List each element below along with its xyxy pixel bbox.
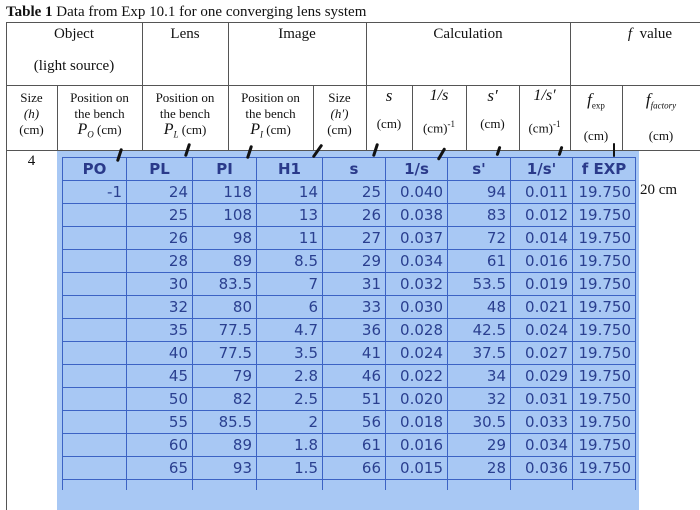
unit: (cm) bbox=[480, 116, 505, 131]
symbol: P bbox=[77, 121, 88, 138]
cell-s: 41 bbox=[323, 342, 386, 365]
cell-f-exp: 19.750 bbox=[573, 273, 636, 296]
tick-mark-icon bbox=[613, 143, 615, 157]
cell-pi: 89 bbox=[193, 434, 257, 457]
cell-pi: 118 bbox=[193, 181, 257, 204]
label: the bench bbox=[245, 106, 296, 121]
group-header-object: Object bbox=[54, 26, 94, 42]
cell-pi: 80 bbox=[193, 296, 257, 319]
group-header-object-sub: (light source) bbox=[33, 58, 115, 74]
cell-po bbox=[63, 365, 127, 388]
unit: (cm) bbox=[648, 127, 674, 143]
cell-pi: 93 bbox=[193, 457, 257, 480]
label: Size bbox=[328, 90, 351, 105]
unit: (cm) bbox=[266, 122, 291, 137]
subheader-f-factory bbox=[622, 92, 700, 144]
divider bbox=[6, 22, 700, 23]
symbol: f bbox=[587, 90, 592, 109]
cell-h1: 3.5 bbox=[257, 342, 323, 365]
cell-s: 66 bbox=[323, 457, 386, 480]
cell-s-prime: 53.5 bbox=[448, 273, 511, 296]
cell-inv-s: 0.015 bbox=[386, 457, 448, 480]
cell-h1: 7 bbox=[257, 273, 323, 296]
symbol: 1/s bbox=[429, 87, 449, 104]
exponent: -1 bbox=[553, 119, 561, 129]
unit: (cm) bbox=[376, 116, 402, 131]
cell-inv-s: 0.034 bbox=[386, 250, 448, 273]
group-header-calculation: Calculation bbox=[433, 26, 503, 42]
cell-po bbox=[63, 434, 127, 457]
label: (h′) bbox=[330, 106, 349, 121]
cell-s-prime: 94 bbox=[448, 181, 511, 204]
cell-s-prime: 42.5 bbox=[448, 319, 511, 342]
subscript: exp bbox=[591, 100, 605, 111]
col-header-h1: H1 bbox=[257, 158, 323, 181]
cell-h1: 6 bbox=[257, 296, 323, 319]
label: (cm) bbox=[19, 122, 44, 137]
cell-inv-s-prime: 0.012 bbox=[511, 204, 573, 227]
symbol: s′ bbox=[487, 86, 498, 105]
cell-pl: 50 bbox=[127, 388, 193, 411]
cell-inv-s: 0.030 bbox=[386, 296, 448, 319]
cell-f-exp: 19.750 bbox=[573, 411, 636, 434]
cell-inv-s-prime: 0.029 bbox=[511, 365, 573, 388]
caption-label: Table 1 bbox=[6, 4, 53, 20]
unit: (cm) bbox=[96, 122, 122, 137]
cell-s: 25 bbox=[323, 181, 386, 204]
col-header-s: s bbox=[323, 158, 386, 181]
cell-pl: 45 bbox=[127, 365, 193, 388]
table-row bbox=[63, 388, 636, 411]
unit: (cm) bbox=[528, 120, 554, 136]
empty-cell bbox=[386, 480, 448, 491]
col-header-pi: PI bbox=[193, 158, 257, 181]
spreadsheet-body bbox=[63, 181, 636, 491]
cell-pl: 65 bbox=[127, 457, 193, 480]
cell-po bbox=[63, 388, 127, 411]
cell-f-exp: 19.750 bbox=[573, 250, 636, 273]
cell-s-prime: 30.5 bbox=[448, 411, 511, 434]
f-value-label: value bbox=[639, 26, 673, 42]
cell-inv-s-prime: 0.036 bbox=[511, 457, 573, 480]
cell-s: 56 bbox=[323, 411, 386, 434]
empty-cell bbox=[257, 480, 323, 491]
cell-pl: 35 bbox=[127, 319, 193, 342]
subheader-position-object bbox=[57, 90, 142, 143]
cell-inv-s: 0.038 bbox=[386, 204, 448, 227]
table-row bbox=[63, 181, 636, 204]
col-header-s-prime: s' bbox=[448, 158, 511, 181]
subheader-s-prime bbox=[466, 88, 519, 132]
cell-inv-s-prime: 0.011 bbox=[511, 181, 573, 204]
cell-inv-s-prime: 0.016 bbox=[511, 250, 573, 273]
empty-cell bbox=[323, 480, 386, 491]
cell-po bbox=[63, 457, 127, 480]
cell-f-exp: 19.750 bbox=[573, 227, 636, 250]
cell-f-exp: 19.750 bbox=[573, 296, 636, 319]
cell-s: 29 bbox=[323, 250, 386, 273]
cell-s-prime: 37.5 bbox=[448, 342, 511, 365]
cell-h1: 1.5 bbox=[257, 457, 323, 480]
col-header-f-exp: f EXP bbox=[573, 158, 636, 181]
empty-cell bbox=[511, 480, 573, 491]
table-row bbox=[63, 273, 636, 296]
cell-s-prime: 48 bbox=[448, 296, 511, 319]
subscript: L bbox=[173, 129, 179, 140]
col-header-pl: PL bbox=[127, 158, 193, 181]
table-caption bbox=[6, 4, 366, 21]
table-row bbox=[63, 296, 636, 319]
group-header-image: Image bbox=[278, 26, 316, 42]
cell-pi: 83.5 bbox=[193, 273, 257, 296]
cell-po bbox=[63, 250, 127, 273]
cell-f-exp: 19.750 bbox=[573, 319, 636, 342]
label: the bench bbox=[74, 106, 125, 121]
subscript: factory bbox=[650, 100, 677, 111]
cell-inv-s-prime: 0.027 bbox=[511, 342, 573, 365]
cell-pl: 30 bbox=[127, 273, 193, 296]
subscript: O bbox=[87, 129, 94, 140]
f-factory-value: 20 cm bbox=[640, 182, 678, 198]
col-header-po: PO bbox=[63, 158, 127, 181]
cell-s: 31 bbox=[323, 273, 386, 296]
subheader-inverse-s-prime bbox=[519, 88, 570, 136]
cell-pl: 24 bbox=[127, 181, 193, 204]
cell-s: 27 bbox=[323, 227, 386, 250]
empty-cell bbox=[573, 480, 636, 491]
table-row bbox=[63, 250, 636, 273]
cell-h1: 8.5 bbox=[257, 250, 323, 273]
unit: (cm) bbox=[422, 120, 448, 136]
subheader-s bbox=[366, 88, 412, 132]
label: Position on bbox=[70, 90, 129, 105]
cell-pl: 40 bbox=[127, 342, 193, 365]
cell-f-exp: 19.750 bbox=[573, 457, 636, 480]
spreadsheet-table bbox=[62, 157, 636, 490]
symbol: f bbox=[645, 90, 651, 109]
table-row bbox=[63, 434, 636, 457]
cell-po bbox=[63, 411, 127, 434]
table-row bbox=[63, 342, 636, 365]
subheader-position-image bbox=[228, 90, 313, 143]
cell-pl: 25 bbox=[127, 204, 193, 227]
cell-s: 33 bbox=[323, 296, 386, 319]
label: Size bbox=[20, 90, 43, 105]
cell-pl: 60 bbox=[127, 434, 193, 457]
table-row bbox=[63, 457, 636, 480]
cell-pi: 98 bbox=[193, 227, 257, 250]
subheader-inverse-s bbox=[412, 88, 466, 136]
cell-inv-s-prime: 0.019 bbox=[511, 273, 573, 296]
cell-f-exp: 19.750 bbox=[573, 181, 636, 204]
cell-inv-s: 0.016 bbox=[386, 434, 448, 457]
spreadsheet-header-row bbox=[63, 158, 636, 181]
empty-cell bbox=[63, 480, 127, 491]
cell-po bbox=[63, 227, 127, 250]
cell-inv-s: 0.037 bbox=[386, 227, 448, 250]
subheader-f-exp bbox=[570, 92, 622, 144]
table-row bbox=[63, 227, 636, 250]
cell-inv-s-prime: 0.021 bbox=[511, 296, 573, 319]
symbol: P bbox=[250, 121, 260, 138]
cell-pi: 77.5 bbox=[193, 319, 257, 342]
cell-inv-s: 0.022 bbox=[386, 365, 448, 388]
cell-h1: 13 bbox=[257, 204, 323, 227]
subheader-size-h bbox=[6, 90, 57, 138]
table-row bbox=[63, 319, 636, 342]
empty-cell bbox=[127, 480, 193, 491]
col-header-inv-s: 1/s bbox=[386, 158, 448, 181]
cell-pi: 89 bbox=[193, 250, 257, 273]
cell-s: 46 bbox=[323, 365, 386, 388]
spreadsheet-photo bbox=[57, 151, 639, 510]
cell-s: 36 bbox=[323, 319, 386, 342]
cell-po: -1 bbox=[63, 181, 127, 204]
cell-s-prime: 29 bbox=[448, 434, 511, 457]
cell-inv-s-prime: 0.014 bbox=[511, 227, 573, 250]
cell-h1: 2.8 bbox=[257, 365, 323, 388]
group-header-f-value bbox=[600, 25, 700, 43]
cell-f-exp: 19.750 bbox=[573, 342, 636, 365]
cell-s-prime: 61 bbox=[448, 250, 511, 273]
caption-text: Data from Exp 10.1 for one converging lens system bbox=[52, 4, 367, 20]
subscript: I bbox=[259, 129, 263, 140]
cell-inv-s-prime: 0.031 bbox=[511, 388, 573, 411]
cell-po bbox=[63, 204, 127, 227]
cell-h1: 4.7 bbox=[257, 319, 323, 342]
divider bbox=[6, 85, 700, 86]
cell-inv-s-prime: 0.024 bbox=[511, 319, 573, 342]
cell-inv-s: 0.032 bbox=[386, 273, 448, 296]
cell-f-exp: 19.750 bbox=[573, 434, 636, 457]
cell-s-prime: 28 bbox=[448, 457, 511, 480]
label: (h) bbox=[23, 106, 40, 121]
table-row bbox=[63, 411, 636, 434]
cell-pl: 32 bbox=[127, 296, 193, 319]
empty-cell bbox=[448, 480, 511, 491]
cell-h1: 1.8 bbox=[257, 434, 323, 457]
exponent: -1 bbox=[447, 119, 456, 129]
empty-cell bbox=[193, 480, 257, 491]
cell-inv-s: 0.024 bbox=[386, 342, 448, 365]
cell-h1: 2.5 bbox=[257, 388, 323, 411]
table-row bbox=[63, 365, 636, 388]
subheader-size-h-prime bbox=[313, 90, 366, 138]
symbol: 1/s′ bbox=[533, 87, 556, 104]
cell-inv-s: 0.040 bbox=[386, 181, 448, 204]
table-row bbox=[63, 204, 636, 227]
cell-pi: 77.5 bbox=[193, 342, 257, 365]
cell-pl: 28 bbox=[127, 250, 193, 273]
label: Position on bbox=[155, 90, 215, 105]
symbol: s bbox=[385, 86, 393, 105]
cell-h1: 2 bbox=[257, 411, 323, 434]
f-symbol: f bbox=[627, 26, 633, 42]
cell-s: 26 bbox=[323, 204, 386, 227]
label: the bench bbox=[159, 106, 211, 121]
cell-inv-s-prime: 0.033 bbox=[511, 411, 573, 434]
cell-po bbox=[63, 296, 127, 319]
cell-inv-s-prime: 0.034 bbox=[511, 434, 573, 457]
cell-f-exp: 19.750 bbox=[573, 204, 636, 227]
cell-inv-s: 0.028 bbox=[386, 319, 448, 342]
cell-po bbox=[63, 319, 127, 342]
cell-f-exp: 19.750 bbox=[573, 388, 636, 411]
cell-pi: 108 bbox=[193, 204, 257, 227]
cell-s: 51 bbox=[323, 388, 386, 411]
size-h-value: 4 bbox=[27, 153, 36, 169]
cell-h1: 14 bbox=[257, 181, 323, 204]
cell-pi: 79 bbox=[193, 365, 257, 388]
cell-pl: 55 bbox=[127, 411, 193, 434]
cell-s: 61 bbox=[323, 434, 386, 457]
symbol: P bbox=[163, 121, 174, 138]
unit: (cm) bbox=[583, 127, 609, 143]
cell-pi: 82 bbox=[193, 388, 257, 411]
cell-s-prime: 72 bbox=[448, 227, 511, 250]
label: Position on bbox=[241, 90, 300, 105]
col-header-inv-s-prime: 1/s' bbox=[511, 158, 573, 181]
group-header-lens: Lens bbox=[170, 26, 200, 42]
subheader-position-lens bbox=[142, 90, 228, 143]
cell-s-prime: 34 bbox=[448, 365, 511, 388]
cell-pl: 26 bbox=[127, 227, 193, 250]
cell-s-prime: 32 bbox=[448, 388, 511, 411]
cell-h1: 11 bbox=[257, 227, 323, 250]
cell-po bbox=[63, 342, 127, 365]
cell-po bbox=[63, 273, 127, 296]
unit: (cm) bbox=[181, 122, 207, 137]
spacer-row bbox=[63, 480, 636, 491]
cell-pi: 85.5 bbox=[193, 411, 257, 434]
cell-s-prime: 83 bbox=[448, 204, 511, 227]
cell-inv-s: 0.018 bbox=[386, 411, 448, 434]
cell-f-exp: 19.750 bbox=[573, 365, 636, 388]
cell-inv-s: 0.020 bbox=[386, 388, 448, 411]
label: (cm) bbox=[327, 122, 352, 137]
